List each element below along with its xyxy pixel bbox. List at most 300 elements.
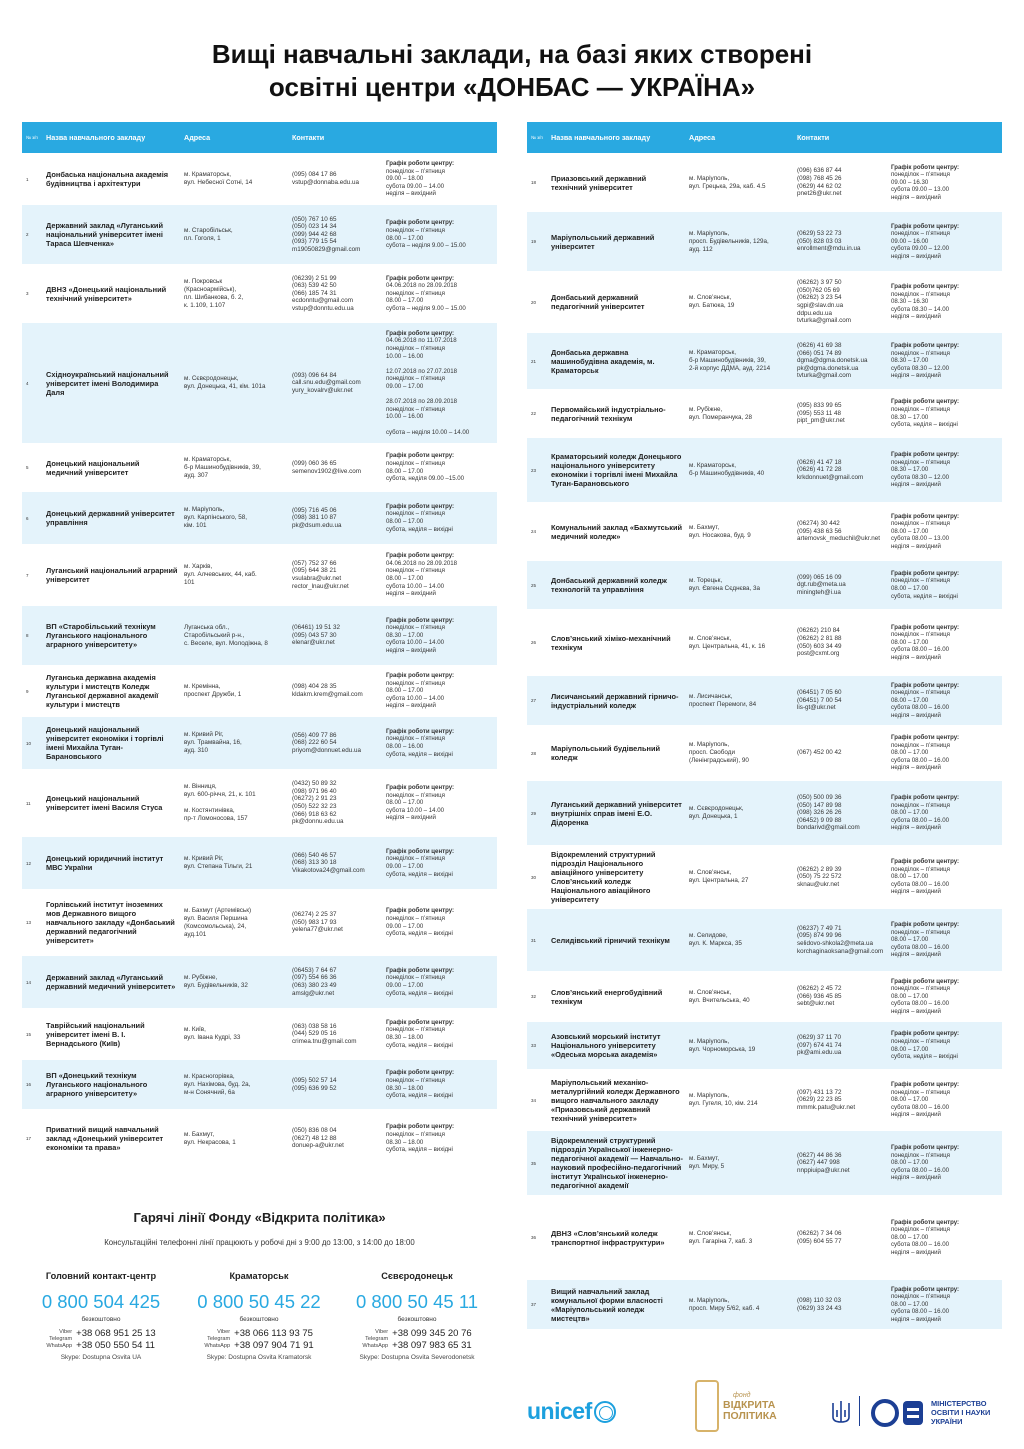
institution-address: м. Бахмут (Артемівськ) вул. Василя Першина (Комсомольська), 24, ауд.101 [184, 906, 252, 938]
table-row [22, 492, 497, 544]
schedule-text: 04.06.2018 по 28.09.2018 понеділок – п’ятниця 08.00 – 17.00 субота 10.00 – 14.00 неділя – вихідний [386, 559, 458, 598]
institution-address: м. Сєвєродонецьк, вул. Донецька, 1 [689, 805, 744, 820]
institution-address: м. Кремінна, проспект Дружби, 1 [184, 683, 242, 698]
institution-name: Державний заклад «Луганський національний університет імені Тараса Шевченка» [46, 221, 163, 248]
work-schedule [382, 907, 497, 937]
work-schedule [887, 682, 1002, 720]
messenger-phone-2[interactable]: +38 097 904 71 91 [234, 1339, 314, 1351]
table-row [22, 769, 497, 837]
schedule-header: Графік роботи центру: [386, 274, 455, 282]
messenger-phone-1[interactable]: +38 099 345 20 76 [392, 1328, 472, 1339]
schedule-header: Графік роботи центру: [891, 222, 960, 230]
schedule-text: понеділок – п’ятниця 09.00 – 17.00 субота, неділя – вихідні [386, 855, 453, 878]
work-schedule [382, 160, 497, 198]
table-row [527, 561, 1002, 609]
table-row [527, 676, 1002, 725]
schedule-text: понеділок – п’ятниця 09.00 – 16.00 субота 09.00 – 12.00 неділя – вихідний [891, 230, 950, 260]
right-table [527, 122, 1002, 1329]
center-title: Краматорськ [229, 1271, 289, 1281]
schedule-header: Графік роботи центру: [386, 1018, 455, 1026]
table-row [22, 665, 497, 717]
row-number: 29 [531, 810, 537, 816]
institution-contacts: (06461) 19 51 32 (095) 043 57 30 elenar@ukr.net [292, 624, 340, 647]
work-schedule [382, 219, 497, 249]
row-number: 4 [26, 380, 29, 386]
schedule-text: понеділок – п’ятниця 08.00 – 17.00 субота 08.00 – 16.00 неділя – вихідний [891, 1088, 950, 1119]
row-number: 10 [26, 740, 32, 746]
institution-address: м. Маріуполь, вул. Гугеля, 10, кім. 214 [689, 1092, 758, 1107]
table-row [22, 837, 497, 889]
row-number: 21 [531, 358, 537, 364]
institution-contacts: (0432) 50 89 32 (098) 971 96 40 (06272) 2 91 23 (050) 522 32 23 (066) 918 63 62 pk@donnu.edu.ua [292, 780, 344, 826]
institution-address: м. Краматорськ, вул. Небесної Сотні, 14 [184, 171, 253, 186]
header-name: Назва навчального закладу [551, 133, 651, 142]
schedule-text: понеділок – п’ятниця 08.30 – 18.00 субота, неділя – вихідні [386, 1026, 453, 1049]
institution-address: м. Слов’янськ, вул. Гагаріна 7, каб. 3 [689, 1229, 753, 1245]
work-schedule [382, 784, 497, 822]
institution-name: Донецький національний університет імені Василя Стуса [46, 794, 163, 812]
header-contacts: Контакти [292, 133, 325, 142]
telegram-label: Telegram [49, 1336, 73, 1343]
center-title: Головний контакт-центр [45, 1271, 157, 1281]
row-number: 5 [26, 465, 29, 470]
hotlines-subtitle: Консультаційні телефонні лінії працюють у робочі дні з 9:00 до 13:00, з 14:00 до 18:00 [104, 1238, 415, 1247]
institution-address: м. Лисичанськ, проспект Перемоги, 84 [689, 692, 757, 708]
schedule-text: понеділок – п’ятниця 09.00 – 17.00 субота, неділя – вихідні [386, 914, 453, 938]
institution-contacts: (095) 716 45 06 (098) 381 10 87 pk@dsum.edu.ua [292, 506, 342, 529]
table-row [527, 389, 1002, 438]
schedule-header: Графік роботи центру: [891, 163, 960, 171]
work-schedule [887, 570, 1002, 600]
schedule-header: Графік роботи центру: [891, 512, 960, 520]
skype-id: Skype: Dostupna Osvita UA [60, 1353, 142, 1361]
institution-contacts: (056) 409 77 86 (068) 222 60 54 priyom@donnuet.edu.ua [292, 731, 362, 754]
schedule-header: Графік роботи центру: [386, 1069, 455, 1077]
hotline-center-kramatorsk [180, 1271, 338, 1361]
work-schedule [887, 1081, 1002, 1119]
institution-address: м. Кривий Ріг, вул. Трамвайна, 16, ауд. 310 [184, 731, 242, 754]
table-row [527, 1022, 1002, 1069]
work-schedule [887, 342, 1002, 380]
institution-address: м. Київ, вул. Івана Кудрі, 33 [184, 1026, 241, 1041]
schedule-header: Графік роботи центру: [891, 734, 960, 742]
institution-name: Луганська державна академія культури і мистецтв Коледж Луганської державної академії культури і мистецтв [46, 673, 159, 709]
institution-name: ВП «Донецький технікум Луганського національного аграрного університету» [46, 1071, 148, 1098]
table-row [527, 845, 1002, 909]
table-row [527, 909, 1002, 971]
institution-name: Відокремлений структурний підрозділ Української інженерно-педагогічної академії — Навчально-науковий професійно-педагогічний інститут Української інженерно-педагогічної академії [551, 1136, 683, 1190]
center-free-label: безкоштовно [239, 1316, 279, 1323]
row-number: 25 [531, 582, 537, 588]
table-row [22, 205, 497, 264]
institution-name: ВП «Старобільський технікум Луганського національного аграрного університету» [46, 622, 156, 649]
work-schedule [382, 275, 497, 313]
institution-name: Донбаська національна академія будівництва і архітектури [46, 170, 169, 188]
schedule-text: понеділок – п’ятниця 08.00 – 17.00 субота, неділя – вихідні [386, 510, 453, 533]
schedule-header: Графік роботи центру: [386, 219, 455, 227]
work-schedule [887, 398, 1002, 428]
messenger-block [22, 1328, 180, 1352]
institution-address: м. Маріуполь, просп. Будівельників, 129а, ауд. 112 [689, 229, 769, 253]
schedule-header: Графік роботи центру: [386, 329, 455, 337]
institution-name: Селидівський гірничий технікум [551, 935, 670, 945]
vp-fond-label: фонд [733, 1392, 751, 1399]
header-no: № з/п [26, 135, 38, 140]
institution-contacts: (050) 836 08 04 (0627) 48 12 88 donuep-a@ukr.net [292, 1127, 344, 1150]
unicef-wordmark: unicef [527, 1398, 592, 1424]
whatsapp-label: WhatsApp [362, 1343, 389, 1350]
row-number: 23 [531, 467, 537, 473]
center-free-label: безкоштовно [81, 1316, 121, 1323]
institution-name: Слов’янський хіміко-механічний технікум [551, 633, 671, 652]
hotline-center-severodonetsk [338, 1271, 496, 1361]
header-address: Адреса [689, 133, 716, 142]
institution-contacts: (06262) 3 97 50 (050)762 05 69 (06262) 3 23 54 sgpi@slav.dn.ua ddpu.edu.ua tvturka@gmail.com [797, 279, 851, 325]
row-number: 34 [531, 1097, 537, 1103]
work-schedule [382, 503, 497, 533]
work-schedule [887, 794, 1002, 832]
institution-contacts: (066) 540 46 57 (068) 313 30 18 Vikakotova24@gmail.com [292, 851, 365, 874]
table-row [22, 544, 497, 606]
table-row [527, 609, 1002, 676]
skype-id: Skype: Dostupna Osvita Severodonetsk [359, 1353, 475, 1361]
schedule-header: Графік роботи центру: [386, 672, 455, 680]
schedule-text: понеділок – п’ятниця 09.00 – 16.30 субота 09.00 – 13.00 неділя – вихідний [891, 171, 950, 201]
center-title: Сєвєродонецьк [381, 1271, 453, 1281]
institution-address: м. Маріуполь, вул. Чорноморська, 19 [689, 1037, 756, 1053]
table-row [22, 323, 497, 443]
schedule-header: Графік роботи центру: [891, 921, 960, 929]
institution-address: м. Слов’янськ, вул. Вчительська, 40 [689, 988, 750, 1004]
row-number: 36 [531, 1235, 537, 1240]
center-phone[interactable]: 0 800 50 45 22 [197, 1291, 321, 1312]
institution-contacts: (095) 502 57 14 (095) 636 99 52 [292, 1076, 337, 1092]
institution-contacts: (06453) 7 64 67 (097) 554 66 36 (063) 380 23 49 amslg@ukr.net [292, 966, 337, 997]
table-row [22, 1060, 497, 1109]
left-table-header [22, 122, 497, 153]
table-row [527, 153, 1002, 212]
row-number: 15 [26, 1031, 32, 1037]
table-row [22, 956, 497, 1008]
center-free-label: безкоштовно [397, 1316, 437, 1323]
center-phone[interactable]: 0 800 504 425 [41, 1291, 161, 1312]
schedule-text: понеділок – п’ятниця 08.30 – 17.00 субота 08.30 – 12.00 неділя – вихідний [891, 349, 950, 380]
institution-contacts: (06451) 7 05 60 (06451) 7 00 54 lis-gt@ukr.net [797, 689, 842, 712]
institution-name: Державний заклад «Луганський державний медичний університет» [46, 973, 176, 991]
row-number: 32 [531, 994, 537, 999]
institution-address: м. Селидове, вул. К. Маркса, 35 [689, 932, 742, 947]
institution-address: м. Харків, вул. Алчевських, 44, каб. 101 [184, 563, 257, 586]
institution-name: Донецький державний університет управління [46, 509, 175, 527]
institution-address: м. Покровськ (Красноармійськ), пл. Шибанкова, б. 2, к. 1.109, 1.107 [184, 277, 244, 309]
schedule-text: понеділок – п’ятниця 08.00 – 17.00 субота 08.00 – 16.00 неділя – вихідний [891, 1293, 950, 1323]
schedule-text: понеділок – п’ятниця 08.00 – 17.00 субота 08.00 – 16.00 неділя – вихідний [891, 631, 950, 661]
institution-name: Донецький юридичний інститут МВС України [46, 854, 164, 872]
messenger-phone-1[interactable]: +38 066 113 93 75 [234, 1328, 313, 1339]
schedule-header: Графік роботи центру: [386, 616, 455, 624]
whatsapp-label: WhatsApp [204, 1343, 231, 1350]
row-number: 8 [26, 633, 29, 638]
schedule-text: понеділок – п’ятниця 08.30 – 18.00 субота, неділя – вихідні [386, 1076, 453, 1100]
table-row [527, 438, 1002, 502]
unicef-globe-icon [594, 1401, 616, 1423]
schedule-header: Графік роботи центру: [386, 502, 455, 510]
institution-name: Донецький національний медичний університет [46, 458, 140, 477]
work-schedule [887, 451, 1002, 489]
schedule-header: Графік роботи центру: [386, 452, 455, 460]
schedule-text: понеділок – п’ятниця 08.00 – 17.00 субота, неділя 09.00 –15.00 [386, 459, 465, 483]
institution-name: Східноукраїнський національний університет імені Володимира Даля [46, 369, 169, 397]
messenger-labels [46, 1328, 72, 1352]
row-number: 26 [531, 640, 537, 645]
institution-name: Таврійський національний університет імені В. І. Вернадського (Київ) [46, 1020, 145, 1048]
institution-contacts: (095) 084 17 86 vstup@donnaba.edu.ua [292, 171, 359, 186]
row-number: 9 [26, 688, 29, 694]
table-row [527, 271, 1002, 333]
institution-address: м. Краматорськ, б-р Машинобудівників, 39, 2-й корпус ДДМА, ауд. 2214 [689, 349, 771, 372]
institution-address: м. Краматорськ, б-р Машинобудівників, 40 [689, 462, 765, 477]
table-row [22, 153, 497, 205]
schedule-text: понеділок – п’ятниця 08.00 – 16.00 субота, неділя – вихідні [386, 735, 453, 758]
institution-contacts: (0629) 37 11 70 (097) 674 41 74 pk@ami.edu.ua [797, 1034, 842, 1057]
schedule-header: Графік роботи центру: [891, 794, 960, 802]
institution-name: ДВНЗ «Донецький національний технічний університет» [46, 284, 167, 303]
page-title [0, 38, 1024, 104]
institution-name: Донбаський державний педагогічний університет [551, 293, 645, 311]
institution-name: Комунальний заклад «Бахмутський медичний коледж» [551, 522, 683, 541]
schedule-text: понеділок – п’ятниця 08.00 – 17.00 субота 08.00 – 16.00 неділя – вихідний [891, 801, 950, 832]
institution-contacts: (06274) 30 442 (095) 438 63 56 artemovsk_meduchil@ukr.net [797, 520, 881, 543]
work-schedule [887, 1144, 1002, 1182]
row-number: 28 [531, 750, 537, 756]
institution-contacts: (096) 636 87 44 (098) 768 45 26 (0629) 44 62 02 pnet26@ukr.net [797, 167, 842, 198]
institution-contacts: (06239) 2 51 99 (063) 539 42 50 (066) 185 74 31 ecdonntu@gmail.com vstup@donntu.edu.ua [292, 274, 354, 312]
institution-name: ДВНЗ «Слов’янський коледж транспортної інфраструктури» [551, 1228, 665, 1247]
row-number: 37 [531, 1302, 537, 1307]
table-row [22, 606, 497, 665]
institution-address: м. Слов’янськ, вул. Батюка, 19 [689, 294, 735, 309]
table-row [527, 725, 1002, 781]
schedule-header: Графік роботи центру: [891, 1144, 960, 1152]
institution-contacts: (093) 096 64 84 call.snu.edu@gmail.com yury_kovalrv@ukr.net [292, 371, 361, 394]
row-number: 22 [531, 411, 537, 416]
schedule-header: Графік роботи центру: [386, 966, 455, 974]
work-schedule [887, 858, 1002, 896]
left-table [22, 122, 497, 1168]
schedule-text: понеділок – п’ятниця 08.00 – 17.00 субота, неділя – вихідні [891, 577, 958, 600]
table-row [22, 717, 497, 769]
messenger-labels [362, 1328, 388, 1352]
schedule-header: Графік роботи центру: [891, 451, 960, 459]
schedule-header: Графік роботи центру: [386, 552, 455, 560]
work-schedule [887, 513, 1002, 551]
viber-label: Viber [375, 1329, 389, 1335]
table-row [22, 1008, 497, 1060]
schedule-text: 04.06.2018 по 11.07.2018 понеділок – п’ятниця 10.00 – 16.00 12.07.2018 по 27.07.2018 понеділок – п’ятниця 09.00 – 17.00 28.07.2018 по 28.09.2018 понеділок – п’ятниця 10.00 – 16.00 субота – неділя 10.00 – 14.00 [386, 337, 470, 436]
row-number: 12 [26, 860, 32, 866]
institution-address: Луганська обл., Старобільський р-н., с. Веселе, вул. Молодіжна, 8 [184, 623, 268, 647]
row-number: 14 [26, 979, 32, 985]
header-no: № з/п [531, 135, 543, 140]
messenger-phone-1[interactable]: +38 068 951 25 13 [76, 1328, 156, 1339]
institution-name: Слов’янський енергобудівний технікум [551, 987, 663, 1006]
work-schedule [887, 283, 1002, 321]
institution-name: Донецький національний університет економіки і торгівлі імені Михайла Туган-Барановського [46, 725, 164, 761]
left-table-body [22, 153, 497, 1168]
institution-address: м. Бахмут, вул. Некрасова, 1 [184, 1130, 236, 1146]
row-number: 17 [26, 1136, 32, 1141]
right-table-body [527, 153, 1002, 1329]
institution-address: м. Бахмут, вул. Миру, 5 [689, 1155, 725, 1170]
schedule-header: Графік роботи центру: [891, 283, 960, 291]
institution-contacts: (0627) 44 86 36 (0627) 447 998 nnppiuipa@ukr.net [797, 1151, 850, 1174]
schedule-text: понеділок – п’ятниця 08.00 – 17.00 субота 08.00 – 16.00 неділя – вихідний [891, 689, 950, 719]
row-number: 35 [531, 1160, 537, 1166]
work-schedule [887, 624, 1002, 662]
work-schedule [382, 1069, 497, 1099]
institution-name: Маріупольський державний університет [551, 232, 655, 251]
hotline-center-main [22, 1271, 180, 1361]
unicef-logo [527, 1398, 616, 1425]
table-row [22, 1109, 497, 1168]
schedule-header: Графік роботи центру: [386, 160, 455, 168]
row-number: 6 [26, 515, 29, 521]
schedule-text: понеділок – п’ятниця 08.00 – 17.00 субота 08.00 – 16.00 неділя – вихідний [891, 928, 950, 959]
table-row [527, 1195, 1002, 1280]
institution-contacts: (098) 110 32 03 (0629) 33 24 43 [797, 1296, 842, 1312]
row-number: 24 [531, 529, 537, 534]
schedule-text: понеділок – п’ятниця 09.00 – 18.00 субота 09.00 – 14.00 неділя – вихідний [386, 167, 445, 198]
institution-contacts: (06262) 2 45 72 (066) 936 45 85 sebt@ukr.net [797, 985, 842, 1008]
institution-name: Луганський національний аграрний університет [46, 566, 178, 584]
partner-logos [527, 1378, 1002, 1440]
schedule-header: Графік роботи центру: [386, 784, 455, 792]
mon-emblem-icon [870, 1398, 926, 1428]
schedule-text: понеділок – п’ятниця 08.30 – 17.00 субота 08.30 – 12.00 неділя – вихідний [891, 458, 950, 489]
institution-address: м. Вінниця, вул. 600-річчя, 21, к. 101 м. Костянтинівка, пр-т Ломоносова, 157 [184, 783, 256, 822]
messenger-block [180, 1328, 338, 1352]
institution-name: Горлівський інститут іноземних мов Державного вищого навчального закладу «Донбаський державний педагогічний університет» [46, 900, 175, 945]
institution-contacts: (067) 452 00 42 [797, 749, 842, 757]
schedule-text: понеділок – п’ятниця 08.00 – 17.00 субота 08.00 – 16.00 неділя – вихідний [891, 865, 950, 896]
vp-name: ВІДКРИТА ПОЛІТИКА [723, 1399, 777, 1422]
telegram-label: Telegram [207, 1336, 231, 1343]
header-contacts: Контакти [797, 133, 830, 142]
institution-contacts: (098) 404 28 35 kldakm.krem@gmail.com [292, 683, 363, 698]
row-number: 1 [26, 176, 29, 182]
schedule-text: понеділок – п’ятниця 08.30 – 18.00 субота, неділя – вихідні [386, 1130, 453, 1154]
messenger-numbers [234, 1328, 314, 1352]
schedule-header: Графік роботи центру: [891, 977, 960, 985]
schedule-header: Графік роботи центру: [386, 847, 455, 855]
institution-contacts: (095) 833 99 65 (095) 553 11 48 pipt_pm@ukr.net [797, 402, 845, 425]
table-row [22, 889, 497, 956]
work-schedule [382, 452, 497, 482]
institution-address: м. Рубіжне, вул. Будівельників, 32 [184, 974, 248, 989]
institution-address: м. Сєвєродонецьк, вул. Донецька, 41, кім. 101а [184, 375, 266, 390]
schedule-header: Графік роботи центру: [891, 569, 960, 577]
schedule-header: Графік роботи центру: [891, 1081, 960, 1089]
messenger-block [338, 1328, 496, 1352]
viber-label: Viber [217, 1329, 231, 1335]
title-line-2: освітні центри «ДОНБАС — УКРАЇНА» [268, 72, 756, 102]
institution-address: м. Красногорівка, вул. Нахімова, буд. 2а, м-н Сонячний, 6а [184, 1072, 251, 1096]
row-number: 19 [531, 239, 537, 244]
skype-id: Skype: Dostupna Osvita Kramatorsk [206, 1353, 312, 1361]
table-row [527, 212, 1002, 271]
row-number: 11 [26, 800, 31, 806]
messenger-phone-2[interactable]: +38 050 550 54 11 [76, 1339, 155, 1351]
work-schedule [382, 672, 497, 710]
schedule-text: понеділок – п’ятниця 09.00 – 17.00 субота, неділя – вихідні [386, 974, 453, 997]
institution-address: м. Кривий Ріг, вул. Степана Тільги, 21 [184, 855, 253, 870]
schedule-text: понеділок – п’ятниця 08.00 – 17.00 субота 10.00 – 14.00 неділя – вихідний [386, 679, 445, 710]
institution-address: м. Старобільськ, пл. Гоголя, 1 [184, 226, 233, 242]
row-number: 30 [531, 874, 537, 880]
row-number: 3 [26, 291, 29, 296]
tryzub-icon [832, 1400, 850, 1424]
work-schedule [382, 728, 497, 758]
schedule-header: Графік роботи центру: [891, 623, 960, 631]
schedule-header: Графік роботи центру: [386, 907, 455, 915]
messenger-numbers [392, 1328, 472, 1352]
schedule-text: понеділок – п’ятниця 08.00 – 17.00 субота 08.00 – 16.00 неділя – вихідний [891, 1151, 950, 1182]
institution-name: Відокремлений структурний підрозділ Національного авіаційного університету Слов’янський коледж Національного авіаційного університету [551, 850, 656, 904]
messenger-labels [204, 1328, 230, 1352]
institution-contacts: (057) 752 37 66 (095) 644 38 21 vsulabra@ukr.net rector_lnau@ukr.net [292, 559, 349, 590]
institution-name: Приазовський державний технічний університет [551, 173, 647, 192]
institution-name: Маріупольський будівельний коледж [551, 744, 661, 762]
table-row [527, 502, 1002, 561]
schedule-text: понеділок – п’ятниця 08.00 – 17.00 субота – неділя 9.00 – 15.00 [386, 226, 466, 250]
schedule-text: понеділок – п’ятниця 08.00 – 17.00 субота 10.00 – 14.00 неділя – вихідний [386, 791, 445, 822]
institution-contacts: (050) 767 10 65 (050) 023 14 34 (099) 944 42 68 (093) 779 15 54 m19050829@gmail.com [292, 215, 361, 253]
hotlines-section [22, 1210, 497, 1361]
institution-name: Вищий навчальний заклад комунальної форми власності «Маріупольський коледж мистецтв» [551, 1286, 663, 1323]
messenger-phone-2[interactable]: +38 097 983 65 31 [392, 1339, 472, 1351]
header-name: Назва навчального закладу [46, 133, 146, 142]
institution-contacts: (063) 038 58 16 (044) 529 05 16 crimea.tnu@gmail.com [292, 1022, 357, 1045]
schedule-text: понеділок – п’ятниця 08.30 – 16.30 субота 08.30 – 14.00 неділя – вихідний [891, 290, 950, 321]
row-number: 33 [531, 1043, 537, 1048]
institution-address: м. Маріуполь, просп. Миру 5/62, каб. 4 [689, 1296, 760, 1312]
mon-name: МІНІСТЕРСТВО ОСВІТИ І НАУКИ УКРАЇНИ [931, 1399, 991, 1426]
whatsapp-label: WhatsApp [46, 1343, 73, 1350]
institution-address: м. Рубіжне, вул. Померанчука, 28 [689, 405, 753, 421]
schedule-header: Графік роботи центру: [891, 1218, 960, 1226]
institution-contacts: (06274) 2 25 37 (050) 983 17 93 yelena77@ukr.net [292, 911, 343, 934]
schedule-text: понеділок – п’ятниця 08.00 – 17.00 субота 08.00 – 16.00 неділя – вихідний [891, 985, 950, 1015]
center-phone[interactable]: 0 800 50 45 11 [355, 1291, 479, 1312]
institution-name: Лисичанський державний гірничо-індустріальний коледж [551, 691, 679, 710]
work-schedule [382, 848, 497, 878]
row-number: 20 [531, 299, 537, 305]
institution-contacts: (050) 500 09 36 (050) 147 89 98 (098) 326 26 26 (06452) 9 09 88 bondarivd@gmail.com [797, 794, 860, 832]
viber-label: Viber [59, 1329, 73, 1335]
institution-name: Маріупольський механіко-металургійний коледж Державного вищого навчального закладу «Приазовський державний технічний університет» [551, 1077, 680, 1123]
schedule-text: понеділок – п’ятниця 08.00 – 17.00 субота 08.00 – 16.00 неділя – вихідний [891, 741, 950, 772]
institution-address: м. Краматорськ, б-р Машинобудівників, 39, ауд. 307 [184, 455, 261, 479]
institution-contacts: (06262) 210 84 (06262) 2 81 88 (050) 603 34 49 post@cxmt.org [797, 627, 842, 658]
schedule-text: понеділок – п’ятниця 08.00 – 17.00 субота 08.00 – 13.00 неділя – вихідний [891, 520, 950, 550]
schedule-header: Графік роботи центру: [891, 342, 960, 350]
row-number: 16 [26, 1082, 32, 1087]
institution-contacts: (06262) 2 89 39 (050) 75 22 572 sknau@ukr.net [797, 865, 842, 888]
institution-contacts: (06262) 7 34 06 (095) 604 55 77 [797, 1229, 842, 1245]
institution-address: м. Слов’янськ, вул. Центральна, 27 [689, 869, 749, 884]
table-row [22, 443, 497, 492]
work-schedule [887, 164, 1002, 202]
